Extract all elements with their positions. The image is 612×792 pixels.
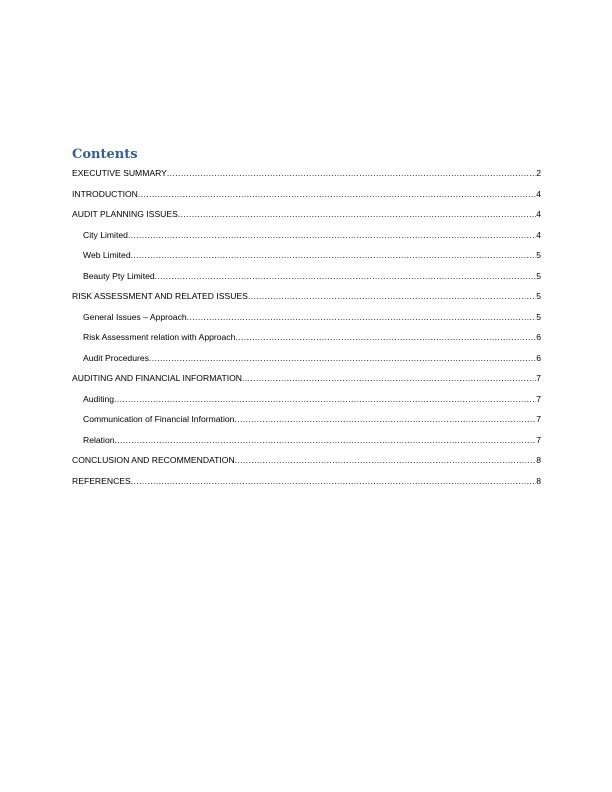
toc-entry-risk-assessment-relation-with-approach[interactable] [72, 330, 541, 351]
toc-entry-page-number: 8 [536, 475, 541, 486]
toc-entry-title: AUDIT PLANNING ISSUES [72, 209, 178, 219]
toc-entry-page-number: 7 [536, 414, 541, 424]
toc-entry-beauty-pty-limited[interactable] [72, 269, 541, 290]
toc-entry-conclusion-and-recommendation[interactable] [72, 453, 541, 474]
toc-entry-title: AUDITING AND FINANCIAL INFORMATION [72, 373, 242, 383]
toc-entry-title: EXECUTIVE SUMMARY [72, 168, 167, 178]
toc-entry-introduction[interactable] [72, 187, 541, 208]
toc-entry-page-number: 2 [536, 168, 541, 178]
dot-leader [235, 330, 536, 344]
toc-entry-page-number: 5 [536, 270, 541, 281]
toc-entry-page-number: 6 [536, 332, 541, 342]
toc-entry-page-number: 4 [536, 188, 541, 199]
dot-leader [167, 166, 536, 180]
toc-entry-risk-assessment-and-related-issues[interactable] [72, 289, 541, 310]
toc-entry-page-number: 7 [536, 373, 541, 383]
dot-leader [128, 228, 536, 242]
dot-leader [187, 310, 537, 324]
toc-entry-web-limited[interactable] [72, 248, 541, 269]
toc-heading: Contents [72, 147, 138, 162]
toc-entry-title: Risk Assessment relation with Approach [83, 332, 236, 342]
toc-entry-page-number: 5 [536, 250, 541, 260]
dot-leader [235, 453, 537, 467]
toc-entry-page-number: 5 [536, 311, 541, 322]
toc-entry-communication-of-financial-information[interactable] [72, 412, 541, 433]
toc-entry-title: Web Limited [83, 250, 131, 260]
toc-entry-page-number: 4 [536, 229, 541, 240]
toc-entry-city-limited[interactable] [72, 228, 541, 249]
toc-entry-title: Auditing [83, 393, 115, 404]
toc-entry-title: REFERENCES [72, 475, 131, 486]
toc-entry-audit-planning-issues[interactable] [72, 207, 541, 228]
toc-entry-page-number: 6 [536, 352, 541, 363]
dot-leader [131, 248, 537, 262]
toc-entry-relation[interactable] [72, 433, 541, 454]
dot-leader [234, 412, 536, 426]
table-of-contents [72, 166, 541, 494]
toc-entry-audit-procedures[interactable] [72, 351, 541, 372]
toc-entry-title: Relation [83, 434, 115, 445]
dot-leader [155, 269, 537, 283]
toc-entry-title: Communication of Financial Information [83, 414, 235, 424]
dot-leader [149, 351, 536, 365]
toc-entry-page-number: 7 [536, 393, 541, 404]
dot-leader [115, 433, 537, 447]
toc-entry-page-number: 8 [536, 455, 541, 465]
toc-entry-page-number: 4 [536, 209, 541, 219]
toc-entry-title: CONCLUSION AND RECOMMENDATION [72, 455, 235, 465]
toc-entry-page-number: 7 [536, 434, 541, 445]
dot-leader [178, 207, 536, 221]
dot-leader [138, 187, 536, 201]
toc-entry-auditing[interactable] [72, 392, 541, 413]
toc-entry-general-issues-approach[interactable] [72, 310, 541, 331]
dot-leader [248, 289, 536, 303]
toc-entry-executive-summary[interactable] [72, 166, 541, 187]
dot-leader [242, 371, 536, 385]
dot-leader [131, 474, 536, 488]
toc-entry-title: RISK ASSESSMENT AND RELATED ISSUES [72, 291, 248, 301]
toc-entry-title: General Issues – Approach [83, 311, 187, 322]
dot-leader [114, 392, 536, 406]
toc-entry-title: Audit Procedures [83, 352, 149, 363]
toc-entry-title: Beauty Pty Limited [83, 270, 155, 281]
toc-entry-auditing-and-financial-information[interactable] [72, 371, 541, 392]
toc-entry-title: INTRODUCTION [72, 188, 138, 199]
toc-entry-page-number: 5 [536, 291, 541, 301]
toc-entry-title: City Limited [83, 229, 128, 240]
toc-entry-references[interactable] [72, 474, 541, 495]
